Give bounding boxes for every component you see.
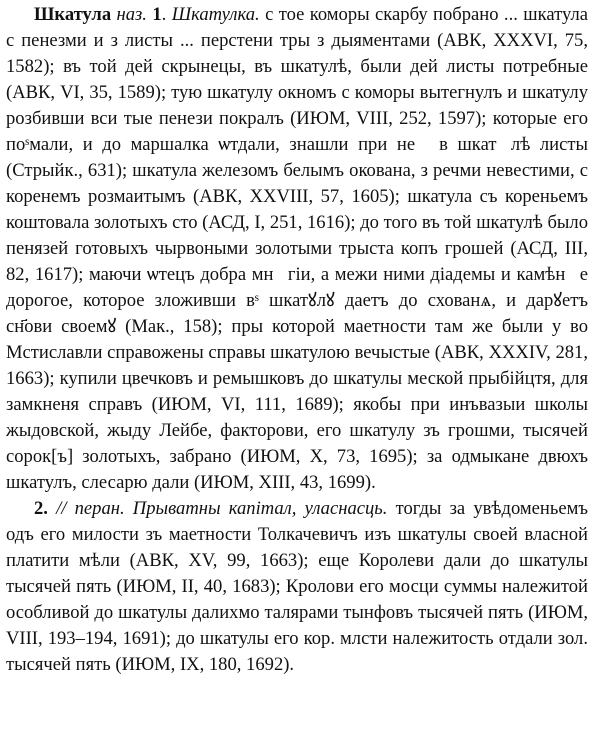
part-of-speech: наз. bbox=[116, 4, 147, 25]
sense-number-1: 1 bbox=[152, 4, 162, 25]
sense-citations-2: тогды за увѣдоменьемъ одъ его милости зъ маетности Толкачевичъ изъ шкатулы своей власной платити мѣли (АВК, XV, 99, 1663); еще Королеви дали до шкатулы тысячей пять (ИЮМ, II, 40, 1683); Кролови его мосци суммы належитой особливой до шкатулы далихмо талярами тынфовъ тысячей пять (ИЮМ, VIII, 193–194, 1691); до шкатулы его кор. млсти належитость отдали зол. тысячей пять (ИЮМ, IX, 180, 1692). bbox=[6, 498, 588, 675]
figurative-marker: // bbox=[56, 498, 67, 519]
sense-number-2: 2. bbox=[34, 498, 48, 519]
sense-citations-1: с тое коморы скарбу побрано ... шкатула с пенезми и з листы ... перстени тры з дыяментами (АВК, XXXVI, 75, 1582); въ той дей скрынецы, въ шкатулѣ, были дей листы потребные (АВК, VI, 35, 1589); тую шкатулу окномъ с коморы вытегнулъ и шкатулу розбивши вси тые пенези покралъ (ИЮМ, VIII, 252, 1597); которые его поˢмали, и до маршалка ѡтдали, знашли при неⷨ в шкатꙋлѣ листы (Стрыйк., 631); шкатула железомъ белымъ окована, з речми невестими, с коренемъ розмаитымъ (АВК, XXVIII, 57, 1605); шкатула съ кореньемъ коштовала золотыхъ сто (АСД, I, 251, 1616); до того въ той шкатулѣ было пенязей готовыхъ чырвоными золотыми трыста копъ грошей (АСД, III, 82, 1617); маючи ѡтецъ добра мнⷪгіи, а межи ними діадемы и камѣнⷭе дорогое, которое зложивши вˢ шкатꙋлꙋ даетъ до схованѧ, и дарꙋетъ сн҃ови своемꙋ (Мак., 158); пры которой маетности там же были у во Мстиславли справожены справы шкатулою вечыстые (АВК, XXXIV, 281, 1663); купили цвечковъ и ремышковъ до шкатулы меской прыбійцтя, для замкненя справъ (ИЮМ, VI, 111, 1689); якобы при инъвазыи школы жыдовской, жыду Лейбе, факторови, его шкатулу зъ грошми, тысячей сорок[ъ] золотыхъ, забрано (ИЮМ, X, 73, 1695); за одмыкане двюхъ шкатулъ, слесарю дали (ИЮМ, XIII, 43, 1699). bbox=[6, 4, 589, 493]
sense-definition-2: перан. Прыватны капітал, уласнасць. bbox=[74, 498, 388, 519]
sense-definition-1: Шкатулка. bbox=[171, 4, 260, 25]
entry-sense-2 bbox=[6, 496, 588, 678]
entry-sense-1: Шкатула наз. 1. Шкатулка. с тое коморы скарбу побрано ... шкатула с пенезми и з листы ... перстени тры з дыяментами (АВК, XXXVI, 75, 1582); въ той дей скрынецы, въ шкатулѣ, были дей листы потребные (АВК, VI, 35, 1589); тую шкатулу окномъ с коморы вытегнулъ и шкатулу розбивши вси тые пенези покралъ (ИЮМ, VIII, 252, 1597); которые его поˢмали, и до маршалка ѡтдали, знашли при неⷨ в шкатꙋлѣ листы (Стрыйк., 631); шкатула железомъ белымъ окована, з речми невестими, с коренемъ розмаитымъ (АВК, XXVIII, 57, 1605); шкатула съ кореньемъ коштовала золотыхъ сто (АСД, I, 251, 1616); до того въ той шкатулѣ было пенязей готовыхъ чырвоными золотыми трыста копъ грошей (АСД, III, 82, 1617); маючи ѡтецъ добра мнⷪгіи, а межи ними діадемы и камѣнⷭе дорогое, которое зложивши вˢ шкатꙋлꙋ даетъ до схованѧ, и дарꙋетъ сн҃ови своемꙋ (Мак., 158); пры которой маетности там же были у во Мстиславли справожены справы шкатулою вечыстые (АВК, XXXIV, 281, 1663); купили цвечковъ и ремышковъ до шкатулы меской прыбійцтя, для замкненя справъ (ИЮМ, VI, 111, 1689); якобы при инъвазыи школы жыдовской, жыду Лейбе, факторови, его шкатулу зъ грошми, тысячей сорок[ъ] золотыхъ, забрано (ИЮМ, X, 73, 1695); за одмыкане двюхъ шкатулъ, слесарю дали (ИЮМ, XIII, 43, 1699). bbox=[6, 4, 589, 493]
headword: Шкатула bbox=[34, 4, 112, 25]
